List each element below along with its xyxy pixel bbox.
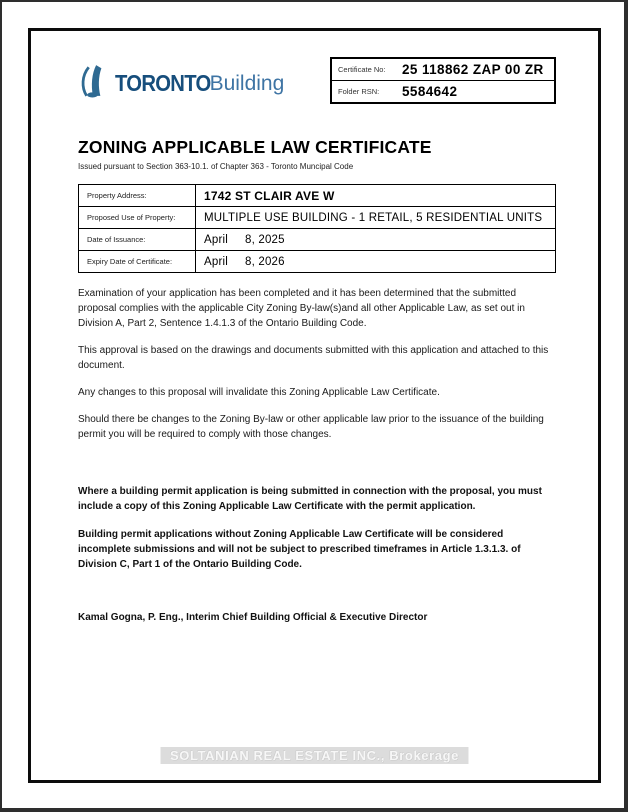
table-row-property-address bbox=[79, 185, 556, 207]
certificate-no-label: Certificate No: bbox=[338, 65, 386, 74]
bold-notice-paragraphs bbox=[78, 484, 556, 572]
row-label: Proposed Use of Property: bbox=[79, 207, 196, 229]
folder-rsn-label: Folder RSN: bbox=[338, 87, 380, 96]
row-value: April 8, 2026 bbox=[196, 251, 556, 273]
certificate-number-box bbox=[330, 57, 556, 104]
row-value: 1742 ST CLAIR AVE W bbox=[196, 185, 556, 207]
paragraph-bylaw-changes: Should there be changes to the Zoning By-law or other applicable law prior to the issuance of the building permit you will be required to comply with those changes. bbox=[78, 414, 544, 440]
paragraph-changes-invalidate: Any changes to this proposal will invalidate this Zoning Applicable Law Certificate. bbox=[78, 387, 440, 398]
page-title: ZONING APPLICABLE LAW CERTIFICATE bbox=[78, 137, 432, 157]
certificate-no-row bbox=[332, 59, 554, 80]
folder-rsn-row bbox=[332, 80, 554, 102]
toronto-building-logo bbox=[78, 63, 284, 104]
table-row-expiry-date bbox=[79, 251, 556, 273]
brokerage-watermark: SOLTANIAN REAL ESTATE INC., Brokerage bbox=[160, 747, 469, 764]
row-value: MULTIPLE USE BUILDING - 1 RETAIL, 5 RESIDENTIAL UNITS bbox=[196, 207, 556, 229]
row-label: Property Address: bbox=[79, 185, 196, 207]
body-paragraphs bbox=[78, 286, 556, 442]
header bbox=[78, 55, 556, 104]
row-value: April 8, 2025 bbox=[196, 229, 556, 251]
table-row-date-of-issuance bbox=[79, 229, 556, 251]
page-subtitle: Issued pursuant to Section 363-10.1. of Chapter 363 - Toronto Muncipal Code bbox=[78, 162, 354, 171]
property-info-table bbox=[78, 184, 556, 273]
row-label: Expiry Date of Certificate: bbox=[79, 251, 196, 273]
paragraph-permit-application-notice: Where a building permit application is being submitted in connection with the proposal, you must include a copy of this Zoning Applicable Law Certificate with the permit application. bbox=[78, 486, 542, 512]
logo-brand-text: TORONTO bbox=[115, 70, 211, 96]
paragraph-examination: Examination of your application has been completed and it has been determined that the submitted proposal complies with the applicable City Zoning By-law(s)and all other Applicable Law, as set out in Division A, Part 2, Sentence 1.4.1.3 of the Ontario Building Code. bbox=[78, 288, 525, 329]
certificate-page bbox=[28, 28, 601, 783]
paragraph-approval-basis: This approval is based on the drawings and documents submitted with this application and attached to this document. bbox=[78, 345, 549, 371]
table-row-proposed-use bbox=[79, 207, 556, 229]
paragraph-incomplete-submission-notice: Building permit applications without Zoning Applicable Law Certificate will be considered incomplete submissions and will not be subject to prescribed timeframes in Article 1.3.1.3. of Division C, Part 1 of the Ontario Building Code. bbox=[78, 529, 521, 570]
signature-line: Kamal Gogna, P. Eng., Interim Chief Building Official & Executive Director bbox=[78, 612, 428, 623]
row-label: Date of Issuance: bbox=[79, 229, 196, 251]
logo-suffix-text: Building bbox=[209, 71, 285, 95]
folder-rsn-value: 5584642 bbox=[402, 84, 458, 99]
certificate-no-value: 25 118862 ZAP 00 ZR bbox=[402, 62, 544, 77]
toronto-city-hall-icon bbox=[78, 63, 115, 104]
